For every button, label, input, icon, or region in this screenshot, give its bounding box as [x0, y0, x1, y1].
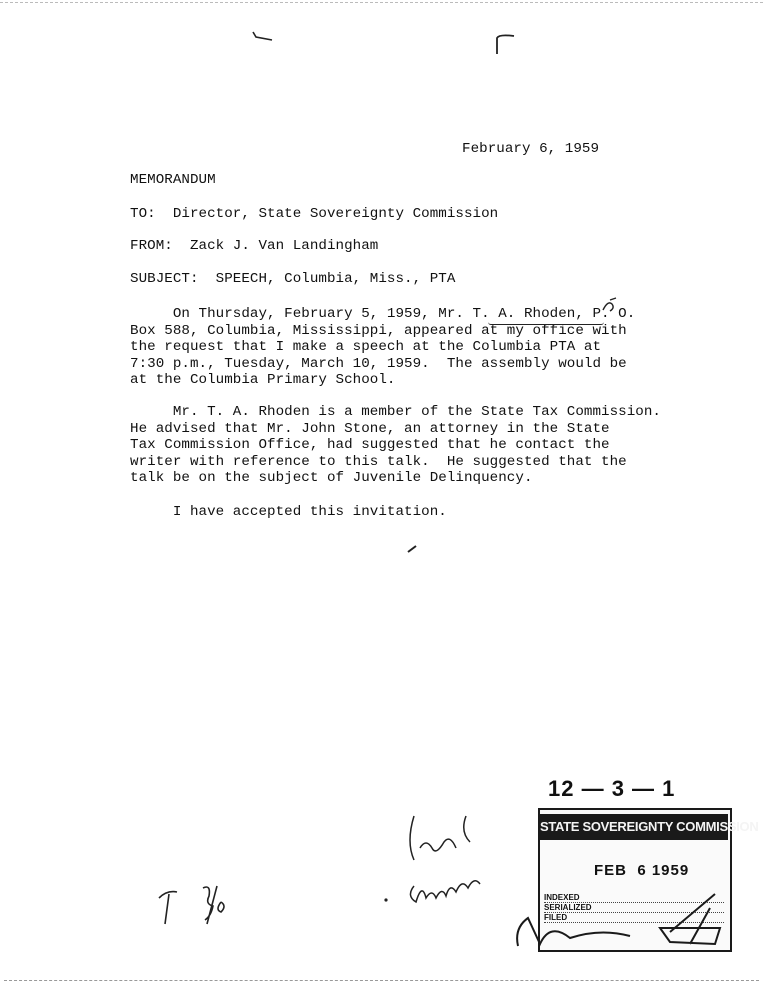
- memo-subject-line: SUBJECT: SPEECH, Columbia, Miss., PTA: [130, 271, 456, 287]
- memo-to-line: TO: Director, State Sovereignty Commission: [130, 206, 499, 222]
- handwritten-initials-left: [155, 876, 235, 928]
- scan-mark-left: [250, 28, 276, 44]
- scan-mark-corner: [494, 32, 520, 56]
- memo-heading: MEMORANDUM: [130, 172, 216, 188]
- handwritten-check-mark: [600, 296, 620, 316]
- memo-date: February 6, 1959: [462, 141, 600, 157]
- stamp-field-serialized: SERIALIZED: [544, 903, 724, 913]
- stamp-field-indexed: INDEXED: [544, 893, 724, 903]
- memo-paragraph-1: On Thursday, February 5, 1959, Mr. T. A. Rhoden, P. O. Box 588, Columbia, Mississippi, appeared at my office with the request that I make a speech at the Columbia PTA at 7:30 p.m., Tuesday, March 10, 1959. The assembly would be at the Columbia Primary School.: [130, 306, 636, 388]
- memo-paragraph-2: Mr. T. A. Rhoden is a member of the State Tax Commission. He advised that Mr. John Stone, an attorney in the State Tax Commission Office, had suggested that he contact the writer with reference to this talk. He suggested that the talk be on the subject of Juvenile Delinquency.: [130, 404, 661, 486]
- scan-speck: [406, 544, 418, 554]
- stamp-title: STATE SOVEREIGNTY COMMISSION: [540, 814, 728, 840]
- top-scan-edge: [0, 2, 763, 3]
- memo-paragraph-3: I have accepted this invitation.: [130, 504, 447, 520]
- stamp-field-filed: FILED: [544, 913, 724, 923]
- handwritten-underline: [488, 322, 604, 325]
- stamp-date: FEB 6 1959: [594, 862, 690, 879]
- handwritten-signature-middle: [380, 812, 500, 912]
- stamp-signature-scribble: [510, 888, 730, 950]
- stamp-file-number: 12 — 3 — 1: [548, 776, 676, 801]
- bottom-scan-edge: [4, 980, 759, 981]
- memo-from-line: FROM: Zack J. Van Landingham: [130, 238, 379, 254]
